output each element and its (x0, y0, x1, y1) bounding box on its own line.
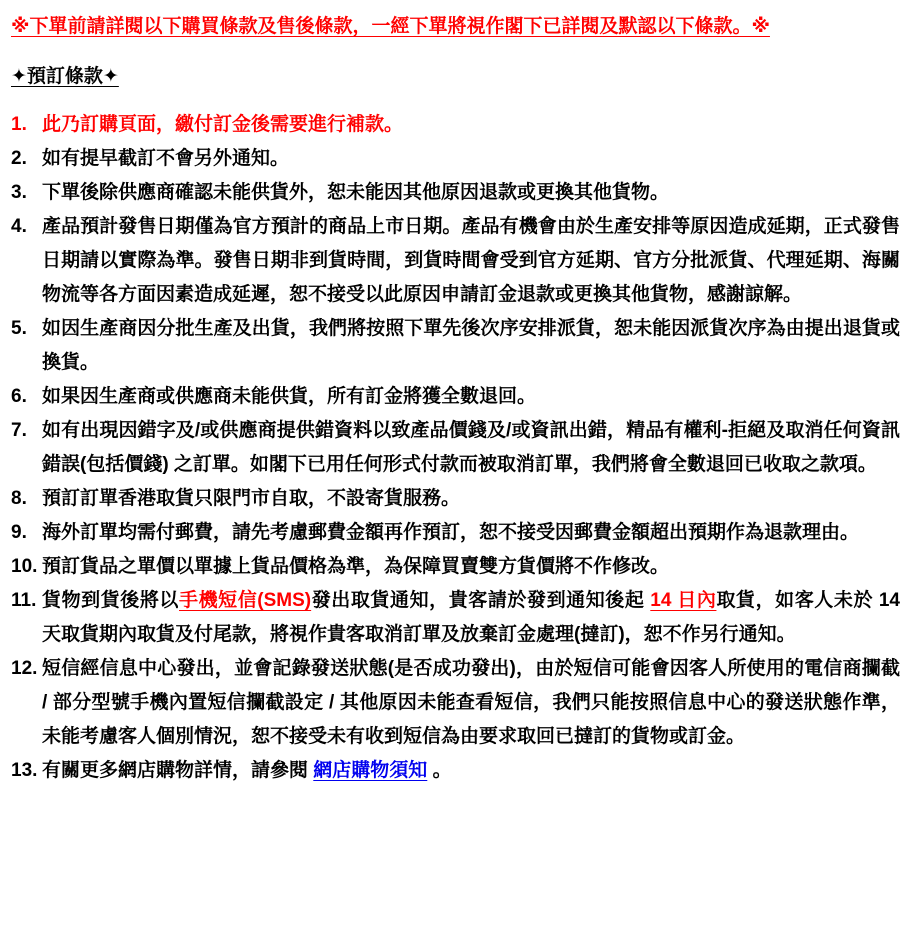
term-item (11, 482, 900, 516)
term-item (11, 108, 900, 142)
term-number: 5. (11, 318, 27, 339)
term-text (42, 584, 900, 652)
term-item (11, 516, 900, 550)
term-text (42, 210, 900, 312)
term-item (11, 414, 900, 482)
term-text (42, 312, 900, 380)
term-number: 1. (11, 114, 27, 135)
term-item (11, 584, 900, 652)
term-text (42, 380, 900, 414)
term-number: 2. (11, 148, 27, 169)
term-segment: 海外訂單均需付郵費，請先考慮郵費金額再作預訂，恕不接受因郵費金額超出預期作為退款理由。 (42, 522, 860, 543)
term-segment: 有關更多網店購物詳情，請參閱 (42, 760, 314, 781)
term-segment: 手機短信(SMS) (179, 590, 312, 611)
term-segment: 14 日內 (650, 590, 717, 611)
term-number: 7. (11, 420, 27, 441)
term-text (42, 108, 900, 142)
term-segment: 此乃訂購頁面，繳付訂金後需要進行補款。 (42, 114, 404, 135)
term-text (42, 142, 900, 176)
term-text (42, 652, 900, 754)
term-segment: 下單後除供應商確認未能供貨外，恕未能因其他原因退款或更換其他貨物。 (42, 182, 670, 203)
term-segment: 。 (427, 760, 452, 781)
term-segment: 短信經信息中心發出，並會記錄發送狀態(是否成功發出)，由於短信可能會因客人所使用的電信商攔截 / 部分型號手機內置短信攔截設定 / 其他原因未能查看短信，我們只能按照信息中心的發送狀態作準，未能考慮客人個別情況，恕不接受未有收到短信為由要求取回已撻訂的貨物或訂金。 (42, 658, 900, 747)
section-header-preorder-terms: ✦預訂條款✦ (11, 66, 119, 87)
term-item (11, 312, 900, 380)
term-item (11, 550, 900, 584)
term-text (42, 754, 900, 788)
term-number: 9. (11, 522, 27, 543)
term-segment: 如因生產商因分批生產及出貨，我們將按照下單先後次序安排派貨，恕未能因派貨次序為由提出退貨或換貨。 (42, 318, 900, 373)
term-item (11, 380, 900, 414)
term-text (42, 176, 900, 210)
term-text (42, 414, 900, 482)
term-item (11, 210, 900, 312)
term-segment: 預訂貨品之單價以單據上貨品價格為準，為保障買賣雙方貨價將不作修改。 (42, 556, 670, 577)
term-segment: 產品預計發售日期僅為官方預計的商品上市日期。產品有機會由於生產安排等原因造成延期，正式發售日期請以實際為準。發售日期非到貨時間，到貨時間會受到官方延期、官方分批派貨、代理延期、海關物流等各方面因素造成延遲，恕不接受以此原因申請訂金退款或更換其他貨物，感謝諒解。 (42, 216, 900, 305)
term-segment: 如果因生產商或供應商未能供貨，所有訂金將獲全數退回。 (42, 386, 537, 407)
term-segment: 取貨，如客人未於 14 天取貨期內取貨及付尾款，將視作貴客取消訂單及放棄訂金處理(撻訂)，恕不作另行通知。 (42, 590, 901, 645)
term-segment: 如有出現因錯字及/或供應商提供錯資料以致產品價錢及/或資訊出錯，精品有權利-拒絕及取消任何資訊錯誤(包括價錢) 之訂單。如閣下已用任何形式付款而被取消訂單，我們將會全數退回已收取之款項。 (42, 420, 900, 475)
term-text (42, 482, 900, 516)
term-text (42, 516, 900, 550)
term-text (42, 550, 900, 584)
term-segment: 預訂訂單香港取貨只限門市自取，不設寄貨服務。 (42, 488, 461, 509)
terms-list (11, 108, 900, 788)
term-number: 11. (11, 590, 37, 611)
page-title: ※下單前請詳閱以下購買條款及售後條款，一經下單將視作閣下已詳閱及默認以下條款。※ (11, 16, 770, 37)
term-number: 8. (11, 488, 27, 509)
term-item (11, 176, 900, 210)
term-segment: 發出取貨通知，貴客請於發到通知後起 (311, 590, 651, 611)
term-item (11, 142, 900, 176)
term-number: 13. (11, 760, 38, 781)
term-segment: 貨物到貨後將以 (42, 590, 180, 611)
term-number: 12. (11, 658, 38, 679)
store-shopping-notice-link[interactable]: 網店購物須知 (313, 760, 428, 781)
term-item (11, 754, 900, 788)
term-item (11, 652, 900, 754)
term-number: 3. (11, 182, 27, 203)
term-number: 4. (11, 216, 27, 237)
term-segment: 如有提早截訂不會另外通知。 (42, 148, 290, 169)
term-number: 10. (11, 556, 38, 577)
term-number: 6. (11, 386, 27, 407)
